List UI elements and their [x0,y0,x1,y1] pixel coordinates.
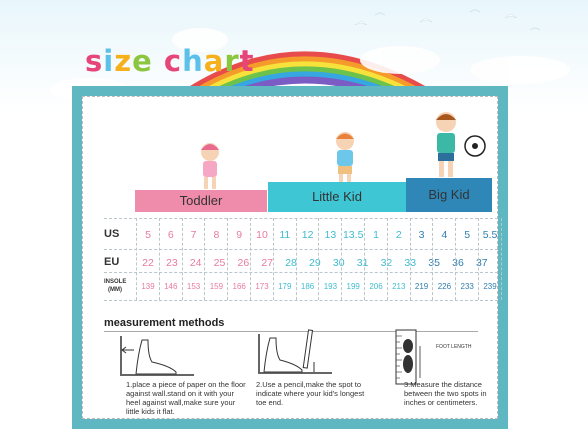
column-divider [318,218,319,300]
size-cell: 146 [164,282,178,291]
size-cell: 10 [256,229,268,241]
row-label-eu: EU [104,256,120,268]
category-bar-toddler [135,190,267,212]
size-cell: 32 [380,257,393,269]
column-divider [136,218,137,300]
size-cell: 26 [237,257,250,269]
size-cell: 30 [332,257,345,269]
size-cell: 4 [441,229,448,241]
size-cell: 173 [255,282,269,291]
step2-illustration [256,328,336,378]
column-divider [410,218,411,300]
size-cell: 166 [232,282,246,291]
size-cell: 27 [261,257,274,269]
column-divider [296,218,297,300]
column-divider [478,218,479,300]
column-divider [227,218,228,300]
row-label-insole: INSOLE [104,279,127,285]
column-divider [364,218,365,300]
row-label-us: US [104,228,120,240]
size-cell: 5 [145,229,151,241]
size-cell: 199 [346,282,360,291]
size-cell: 219 [414,282,429,291]
size-cell: 186 [300,282,315,291]
table-divider [104,272,498,273]
title-letter: z [114,44,133,78]
size-cell: 153 [186,282,201,291]
column-divider [182,218,183,300]
size-cell: 3 [418,229,425,241]
size-cell: 159 [209,282,224,291]
size-cell: 28 [285,257,297,269]
column-divider [250,218,251,300]
title-letter: t [239,44,255,78]
column-divider [159,218,160,300]
size-cell: 8 [213,229,220,241]
size-cell: 35 [428,257,440,269]
table-divider [104,300,498,301]
column-divider [204,218,205,300]
size-cell: 33 [404,257,417,269]
size-cell: 7 [190,229,197,241]
size-cell: 1 [373,229,379,241]
size-cell: 5 [464,229,471,241]
title-letter: a [203,44,225,78]
category-bar-big-kid [406,178,492,212]
size-cell: 36 [452,257,464,269]
measurement-heading: measurement methods [104,317,225,329]
big-kid-illustration [428,108,488,180]
size-cell: 24 [189,257,202,269]
toddler-illustration [192,140,228,192]
size-cell: 22 [142,257,154,269]
measurement-step-3: 3.Measure the distance between the two spots in inches or centimeters. [404,380,487,407]
size-cell: 5.5 [482,229,498,241]
category-label: Toddler [179,193,223,208]
column-divider [273,218,274,300]
size-cell: 213 [392,282,406,291]
title-letter: s [85,44,104,78]
foot-length-label: FOOT LENGTH [436,344,472,350]
size-cell: 29 [309,257,321,269]
little-kid-illustration [325,128,365,186]
size-cell: 31 [356,257,369,269]
size-cell: 193 [323,282,338,291]
column-divider [455,218,456,300]
bird-icons [355,9,540,30]
step3-illustration [394,328,478,386]
column-divider [432,218,433,300]
size-cell: 23 [165,257,178,269]
size-cell: 12 [301,229,314,241]
column-divider [501,218,502,300]
size-cell: 9 [236,229,243,241]
size-cell: 239 [483,282,497,291]
title-letter: r [224,44,240,78]
table-divider [104,218,498,219]
category-label: Little Kid [312,189,362,204]
measurement-step-1: 1.place a piece of paper on the floor against wall.stand on it with your heel against wall,make sure your little kids it flat. [126,380,246,416]
title-letter: h [182,44,204,78]
column-divider [341,218,342,300]
size-cell: 2 [395,229,402,241]
size-cell: 37 [475,257,488,269]
page-title [85,44,255,78]
size-cell: 139 [141,282,155,291]
category-label: Big Kid [428,187,470,202]
size-cell: 6 [167,229,174,241]
step1-illustration [118,334,198,378]
size-cell: 13 [324,229,337,241]
size-cell: 13.5 [342,229,364,241]
size-cell: 25 [213,257,226,269]
title-letter: i [103,44,115,78]
measurement-step-2: 2.Use a pencil,make the spot to indicate where your kid's longest toe end. [256,380,365,407]
size-cell: 11 [279,229,291,241]
size-cell: 233 [460,282,474,291]
column-divider [387,218,388,300]
size-cell: 179 [278,282,292,291]
category-bar-little-kid [268,182,406,212]
title-letter: c [163,44,183,78]
title-letter: e [132,44,153,78]
size-cell: 226 [437,282,452,291]
table-divider [104,249,498,250]
size-cell: 206 [369,282,383,291]
row-sublabel-insole: (MM) [108,287,122,293]
